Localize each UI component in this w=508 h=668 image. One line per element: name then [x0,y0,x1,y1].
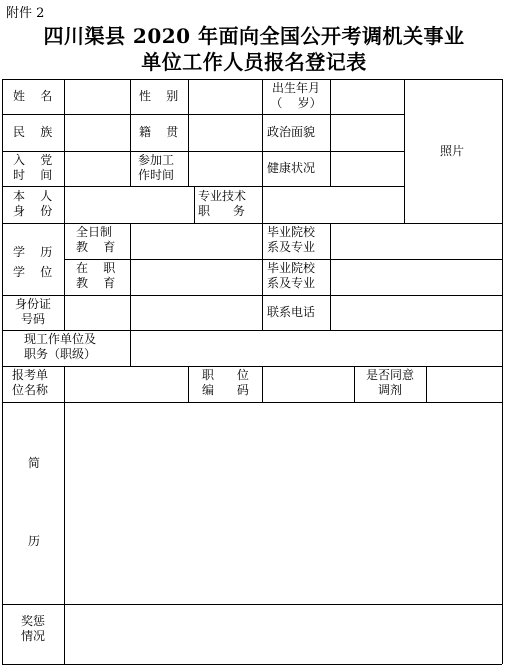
apply-unit-label: 报考单 位名称 [12,368,49,397]
fulltime-field[interactable] [131,224,262,259]
name-field[interactable] [65,80,130,114]
work-start-label: 参加工 作时间 [138,153,175,182]
awards-label: 奖惩 情况 [20,614,45,643]
adjust-field[interactable] [427,367,502,402]
school-field[interactable] [331,224,502,259]
photo-label: 照片 [440,144,465,158]
ethnicity-field[interactable] [65,115,130,151]
identity-field[interactable] [65,187,194,223]
title-position-label: 专业技术 职 务 [198,189,247,218]
parttime-field[interactable] [131,260,262,295]
health-label: 健康状况 [267,161,316,175]
position-code-field[interactable] [263,367,354,402]
awards-field[interactable] [65,605,502,664]
gender-field[interactable] [189,80,262,114]
school-label: 毕业院校 系及专业 [267,225,316,254]
form-title-line2: 单位工作人员报名登记表 [141,50,367,74]
political-status-label: 政治面貌 [267,125,316,139]
native-place-field[interactable] [189,115,262,151]
birth-field[interactable] [331,80,404,114]
current-unit-label: 现工作单位及 职务（职级） [24,332,97,361]
fulltime-label: 全日制 教 育 [76,225,116,254]
education-label: 学 历 学 位 [13,245,53,279]
health-field[interactable] [331,152,404,186]
resume-char2: 历 [28,534,41,548]
apply-unit-field[interactable] [65,367,188,402]
party-join-field[interactable] [65,152,130,186]
gender-label: 性 别 [139,89,179,103]
identity-label: 本 人 身 份 [13,189,53,218]
school2-field[interactable] [331,260,502,295]
native-place-label: 籍 贯 [139,125,179,139]
party-join-label: 入 党 时 间 [13,153,53,182]
resume-char1: 简 [28,456,41,470]
current-unit-field[interactable] [131,331,502,366]
work-start-field[interactable] [189,152,262,186]
parttime-label: 在 职 教 育 [76,261,116,290]
title-position-field[interactable] [263,187,404,223]
photo-field[interactable] [405,80,502,223]
name-label: 姓 名 [13,89,53,103]
phone-field[interactable] [331,296,502,330]
resume-field[interactable] [65,403,502,604]
attachment-label: 附件 2 [6,6,45,21]
idcard-field[interactable] [65,296,262,330]
idcard-label: 身份证 号码 [14,297,51,326]
form-title-line1: 四川渠县 2020 年面向全国公开考调机关事业 [43,24,465,48]
adjust-label: 是否同意 调剂 [365,368,414,397]
birth-label: 出生年月 （ 岁） [270,81,322,110]
position-code-label: 职 位 编 码 [202,368,249,397]
political-status-field[interactable] [331,115,404,151]
school2-label: 毕业院校 系及专业 [267,261,316,290]
ethnicity-label: 民 族 [13,125,53,139]
phone-label: 联系电话 [267,305,316,319]
